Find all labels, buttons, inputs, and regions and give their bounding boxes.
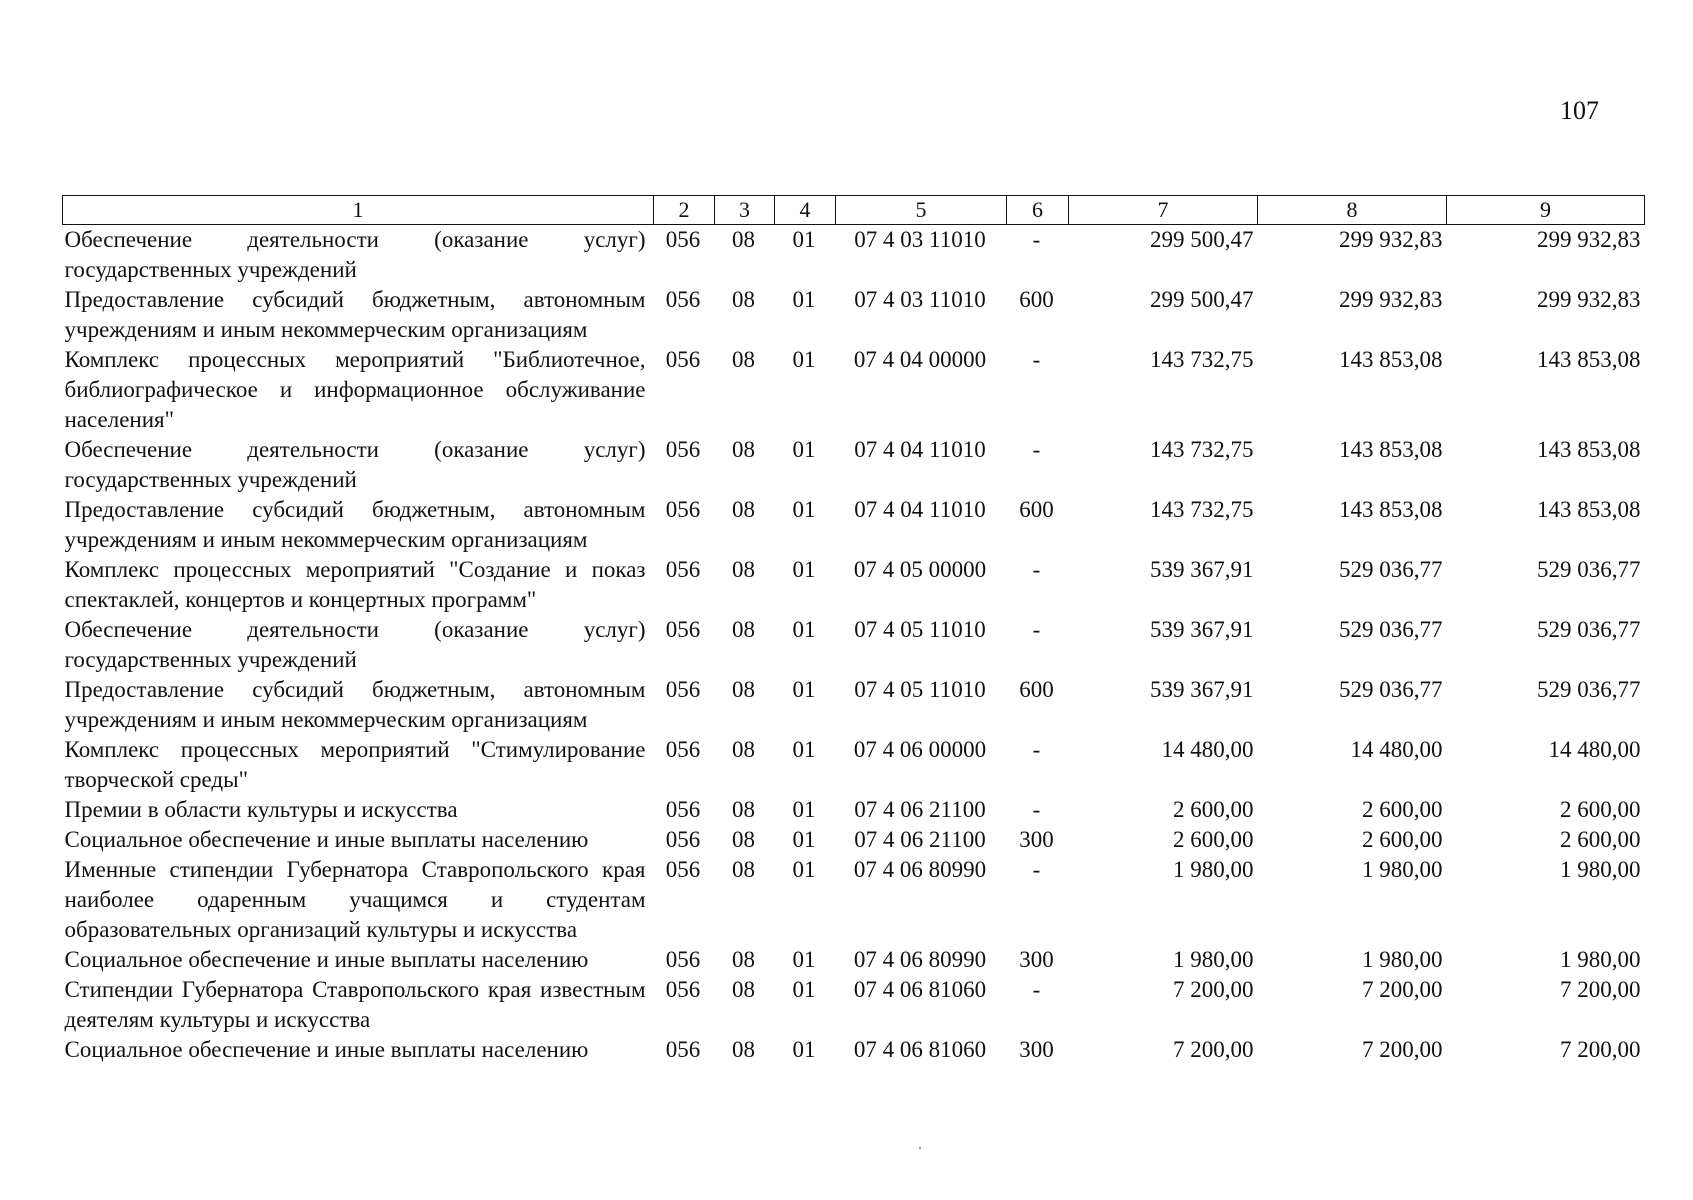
pr-code: 01 bbox=[792, 827, 816, 852]
row-name: Комплекс процессных мероприятий "Библиотечное, библиографическое и информационное обслуживание населения" bbox=[64, 347, 646, 432]
row-name: Комплекс процессных мероприятий "Создание и показ спектаклей, концертов и концертных программ" bbox=[64, 557, 646, 612]
csr-code: 07 4 06 80990 bbox=[853, 857, 987, 882]
column-header-5: 5 bbox=[836, 196, 1007, 225]
gr-code: 056 bbox=[665, 797, 701, 822]
column-header-1: 1 bbox=[63, 196, 654, 225]
table-row bbox=[63, 675, 1645, 735]
rz-code: 08 bbox=[732, 497, 755, 522]
gr-code: 056 bbox=[665, 677, 701, 702]
amount-7: 2 600,00 bbox=[1173, 797, 1254, 822]
pr-code: 01 bbox=[792, 1037, 816, 1062]
amount-9: 1 980,00 bbox=[1560, 857, 1641, 882]
rz-code: 08 bbox=[732, 347, 755, 372]
row-name: Социальное обеспечение и иные выплаты населению bbox=[64, 947, 589, 972]
row-name: Премии в области культуры и искусства bbox=[64, 797, 458, 822]
amount-8: 1 980,00 bbox=[1362, 947, 1443, 972]
rz-code: 08 bbox=[732, 977, 755, 1002]
pr-code: 01 bbox=[792, 437, 816, 462]
rz-code: 08 bbox=[732, 947, 755, 972]
row-name: Предоставление субсидий бюджетным, автономным учреждениям и иным некоммерческим организациям bbox=[64, 677, 646, 732]
scan-speck bbox=[919, 1147, 921, 1149]
gr-code: 056 bbox=[665, 737, 701, 762]
gr-code: 056 bbox=[665, 347, 701, 372]
amount-9: 299 932,83 bbox=[1537, 227, 1641, 252]
gr-code: 056 bbox=[665, 497, 701, 522]
column-header-3: 3 bbox=[715, 196, 775, 225]
table-header bbox=[63, 196, 1645, 225]
amount-7: 7 200,00 bbox=[1173, 1037, 1254, 1062]
table-row bbox=[63, 1035, 1645, 1065]
rz-code: 08 bbox=[732, 287, 755, 312]
table-row bbox=[63, 495, 1645, 555]
amount-8: 143 853,08 bbox=[1339, 437, 1443, 462]
vr-code: - bbox=[1032, 977, 1041, 1002]
pr-code: 01 bbox=[792, 347, 816, 372]
gr-code: 056 bbox=[665, 287, 701, 312]
csr-code: 07 4 06 81060 bbox=[853, 1037, 987, 1062]
vr-code: 600 bbox=[1019, 287, 1054, 312]
pr-code: 01 bbox=[792, 977, 816, 1002]
gr-code: 056 bbox=[665, 827, 701, 852]
rz-code: 08 bbox=[732, 827, 755, 852]
pr-code: 01 bbox=[792, 677, 816, 702]
csr-code: 07 4 05 11010 bbox=[854, 617, 986, 642]
row-name: Обеспечение деятельности (оказание услуг) государственных учреждений bbox=[64, 617, 646, 672]
column-header-9: 9 bbox=[1447, 196, 1645, 225]
amount-9: 14 480,00 bbox=[1548, 737, 1641, 762]
table-row bbox=[63, 855, 1645, 945]
pr-code: 01 bbox=[792, 617, 816, 642]
amount-9: 2 600,00 bbox=[1560, 797, 1641, 822]
table-row bbox=[63, 795, 1645, 825]
amount-9: 299 932,83 bbox=[1537, 287, 1641, 312]
vr-code: 600 bbox=[1019, 677, 1054, 702]
vr-code: - bbox=[1032, 557, 1041, 582]
csr-code: 07 4 05 00000 bbox=[853, 557, 987, 582]
table-row bbox=[63, 735, 1645, 795]
amount-8: 529 036,77 bbox=[1339, 557, 1443, 582]
column-header-7: 7 bbox=[1069, 196, 1258, 225]
column-header-6: 6 bbox=[1007, 196, 1069, 225]
table-row bbox=[63, 285, 1645, 345]
amount-7: 1 980,00 bbox=[1173, 857, 1254, 882]
amount-8: 7 200,00 bbox=[1362, 1037, 1443, 1062]
gr-code: 056 bbox=[665, 1037, 701, 1062]
csr-code: 07 4 06 21100 bbox=[854, 797, 986, 822]
csr-code: 07 4 06 21100 bbox=[854, 827, 986, 852]
amount-8: 7 200,00 bbox=[1362, 977, 1443, 1002]
amount-7: 7 200,00 bbox=[1173, 977, 1254, 1002]
amount-7: 2 600,00 bbox=[1173, 827, 1254, 852]
amount-8: 14 480,00 bbox=[1350, 737, 1443, 762]
pr-code: 01 bbox=[792, 947, 816, 972]
row-name: Социальное обеспечение и иные выплаты населению bbox=[64, 827, 589, 852]
vr-code: 600 bbox=[1019, 497, 1054, 522]
vr-code: 300 bbox=[1019, 827, 1054, 852]
csr-code: 07 4 06 00000 bbox=[853, 737, 987, 762]
gr-code: 056 bbox=[665, 857, 701, 882]
csr-code: 07 4 04 00000 bbox=[853, 347, 987, 372]
pr-code: 01 bbox=[792, 497, 816, 522]
row-name: Стипендии Губернатора Ставропольского края известным деятелям культуры и искусства bbox=[64, 977, 646, 1032]
table-row bbox=[63, 615, 1645, 675]
csr-code: 07 4 04 11010 bbox=[854, 497, 986, 522]
rz-code: 08 bbox=[732, 737, 755, 762]
amount-9: 7 200,00 bbox=[1560, 1037, 1641, 1062]
row-name: Предоставление субсидий бюджетным, автономным учреждениям и иным некоммерческим организациям bbox=[64, 497, 646, 552]
amount-8: 2 600,00 bbox=[1362, 827, 1443, 852]
vr-code: - bbox=[1032, 737, 1041, 762]
amount-8: 2 600,00 bbox=[1362, 797, 1443, 822]
amount-7: 143 732,75 bbox=[1150, 497, 1254, 522]
rz-code: 08 bbox=[732, 227, 755, 252]
gr-code: 056 bbox=[665, 437, 701, 462]
rz-code: 08 bbox=[732, 677, 755, 702]
vr-code: 300 bbox=[1019, 947, 1054, 972]
row-name: Социальное обеспечение и иные выплаты населению bbox=[64, 1037, 589, 1062]
gr-code: 056 bbox=[665, 227, 701, 252]
table-row bbox=[63, 345, 1645, 435]
row-name: Комплекс процессных мероприятий "Стимулирование творческой среды" bbox=[64, 737, 646, 792]
row-name: Обеспечение деятельности (оказание услуг) государственных учреждений bbox=[64, 227, 646, 282]
pr-code: 01 bbox=[792, 287, 816, 312]
row-name: Предоставление субсидий бюджетным, автономным учреждениям и иным некоммерческим организациям bbox=[64, 287, 646, 342]
csr-code: 07 4 03 11010 bbox=[854, 287, 986, 312]
amount-9: 143 853,08 bbox=[1537, 347, 1641, 372]
page-number: 107 bbox=[1560, 96, 1599, 125]
amount-8: 143 853,08 bbox=[1339, 347, 1443, 372]
amount-9: 529 036,77 bbox=[1537, 617, 1641, 642]
csr-code: 07 4 05 11010 bbox=[854, 677, 986, 702]
vr-code: - bbox=[1032, 617, 1041, 642]
column-header-4: 4 bbox=[775, 196, 836, 225]
table-body bbox=[63, 225, 1645, 1066]
vr-code: 300 bbox=[1019, 1037, 1054, 1062]
vr-code: - bbox=[1032, 797, 1041, 822]
amount-7: 539 367,91 bbox=[1150, 557, 1254, 582]
rz-code: 08 bbox=[732, 797, 755, 822]
vr-code: - bbox=[1032, 227, 1041, 252]
table-row bbox=[63, 825, 1645, 855]
rz-code: 08 bbox=[732, 557, 755, 582]
amount-8: 1 980,00 bbox=[1362, 857, 1443, 882]
vr-code: - bbox=[1032, 857, 1041, 882]
pr-code: 01 bbox=[792, 857, 816, 882]
vr-code: - bbox=[1032, 437, 1041, 462]
amount-9: 1 980,00 bbox=[1560, 947, 1641, 972]
table-row bbox=[63, 225, 1645, 286]
amount-8: 529 036,77 bbox=[1339, 677, 1443, 702]
amount-9: 529 036,77 bbox=[1537, 557, 1641, 582]
csr-code: 07 4 03 11010 bbox=[854, 227, 986, 252]
amount-7: 14 480,00 bbox=[1161, 737, 1254, 762]
gr-code: 056 bbox=[665, 947, 701, 972]
pr-code: 01 bbox=[792, 557, 816, 582]
amount-9: 143 853,08 bbox=[1537, 497, 1641, 522]
budget-table bbox=[62, 195, 1645, 1065]
row-name: Обеспечение деятельности (оказание услуг) государственных учреждений bbox=[64, 437, 646, 492]
amount-7: 1 980,00 bbox=[1173, 947, 1254, 972]
amount-7: 539 367,91 bbox=[1150, 677, 1254, 702]
csr-code: 07 4 04 11010 bbox=[854, 437, 986, 462]
column-header-8: 8 bbox=[1258, 196, 1447, 225]
amount-8: 299 932,83 bbox=[1339, 287, 1443, 312]
rz-code: 08 bbox=[732, 1037, 755, 1062]
amount-9: 7 200,00 bbox=[1560, 977, 1641, 1002]
amount-8: 529 036,77 bbox=[1339, 617, 1443, 642]
amount-9: 529 036,77 bbox=[1537, 677, 1641, 702]
table-row bbox=[63, 945, 1645, 975]
table-row bbox=[63, 435, 1645, 495]
pr-code: 01 bbox=[792, 737, 816, 762]
amount-8: 143 853,08 bbox=[1339, 497, 1443, 522]
amount-7: 299 500,47 bbox=[1150, 227, 1254, 252]
rz-code: 08 bbox=[732, 617, 755, 642]
csr-code: 07 4 06 80990 bbox=[853, 947, 987, 972]
pr-code: 01 bbox=[792, 797, 816, 822]
gr-code: 056 bbox=[665, 977, 701, 1002]
amount-8: 299 932,83 bbox=[1339, 227, 1443, 252]
amount-9: 143 853,08 bbox=[1537, 437, 1641, 462]
amount-7: 299 500,47 bbox=[1150, 287, 1254, 312]
column-header-2: 2 bbox=[654, 196, 715, 225]
amount-7: 143 732,75 bbox=[1150, 437, 1254, 462]
csr-code: 07 4 06 81060 bbox=[853, 977, 987, 1002]
amount-7: 143 732,75 bbox=[1150, 347, 1254, 372]
amount-7: 539 367,91 bbox=[1150, 617, 1254, 642]
rz-code: 08 bbox=[732, 857, 755, 882]
vr-code: - bbox=[1032, 347, 1041, 372]
row-name: Именные стипендии Губернатора Ставропольского края наиболее одаренным учащимся и студентам образовательных организаций культуры и искусства bbox=[64, 857, 646, 942]
table-row bbox=[63, 975, 1645, 1035]
table-row bbox=[63, 555, 1645, 615]
gr-code: 056 bbox=[665, 557, 701, 582]
amount-9: 2 600,00 bbox=[1560, 827, 1641, 852]
pr-code: 01 bbox=[792, 227, 816, 252]
rz-code: 08 bbox=[732, 437, 755, 462]
gr-code: 056 bbox=[665, 617, 701, 642]
header-row bbox=[63, 196, 1645, 225]
